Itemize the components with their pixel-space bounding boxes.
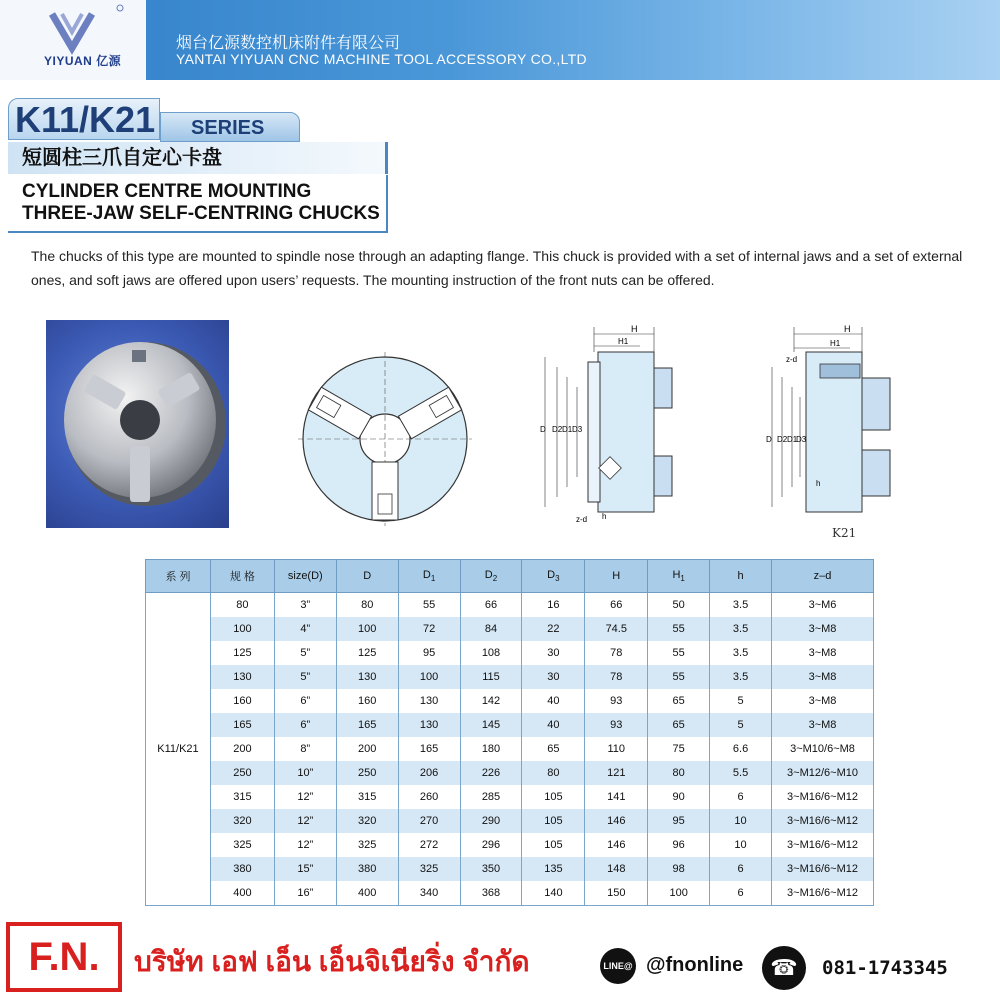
- table-cell: 5”: [274, 641, 336, 665]
- table-cell: 350: [460, 857, 522, 881]
- line-id[interactable]: @fnonline: [646, 954, 744, 976]
- table-cell: 10: [710, 833, 772, 857]
- table-cell: 65: [648, 689, 710, 713]
- table-cell: 3~M12/6~M10: [772, 761, 874, 785]
- spec-table: [145, 559, 874, 906]
- table-cell: 78: [585, 665, 648, 689]
- table-cell: 96: [648, 833, 710, 857]
- table-cell: 55: [648, 617, 710, 641]
- table-cell: 3~M16/6~M12: [772, 881, 874, 906]
- table-cell: 30: [522, 641, 585, 665]
- table-cell: 3.5: [710, 617, 772, 641]
- table-cell: 100: [398, 665, 460, 689]
- table-cell: 125: [210, 641, 274, 665]
- table-cell: 121: [585, 761, 648, 785]
- table-cell: 130: [398, 713, 460, 737]
- product-photo: [46, 320, 229, 528]
- table-cell: 296: [460, 833, 522, 857]
- table-cell: 340: [398, 881, 460, 906]
- table-cell: 80: [336, 593, 398, 618]
- table-cell: 93: [585, 713, 648, 737]
- table-cell: 130: [398, 689, 460, 713]
- col-header-zd: z–d: [772, 560, 874, 593]
- table-cell: 200: [210, 737, 274, 761]
- table-row: [146, 689, 874, 713]
- table-cell: 150: [585, 881, 648, 906]
- side-view-k11-drawing: [530, 322, 680, 527]
- company-logo: [0, 0, 146, 80]
- front-view-drawing: [298, 352, 472, 526]
- k21-dim-label-d1: D1: [787, 435, 798, 444]
- table-cell: 3~M16/6~M12: [772, 809, 874, 833]
- table-cell: 3~M8: [772, 641, 874, 665]
- table-cell: 115: [460, 665, 522, 689]
- table-cell: 368: [460, 881, 522, 906]
- table-cell: 135: [522, 857, 585, 881]
- table-cell: 22: [522, 617, 585, 641]
- table-cell: 3~M16/6~M12: [772, 857, 874, 881]
- table-cell: 74.5: [585, 617, 648, 641]
- table-cell: 260: [398, 785, 460, 809]
- table-cell: 55: [648, 641, 710, 665]
- table-cell: 100: [336, 617, 398, 641]
- col-header-d3: $D_3$: [522, 560, 585, 593]
- product-title-cn: 短圆柱三爪自定心卡盘: [8, 142, 388, 174]
- dim-label-h1: H1: [618, 337, 629, 346]
- table-cell: 206: [398, 761, 460, 785]
- table-cell: 78: [585, 641, 648, 665]
- table-cell: 272: [398, 833, 460, 857]
- table-cell: 105: [522, 809, 585, 833]
- table-cell: 250: [210, 761, 274, 785]
- table-cell: 3.5: [710, 641, 772, 665]
- col-header-d1: $D_1$: [398, 560, 460, 593]
- table-cell: 10”: [274, 761, 336, 785]
- col-header-size: size(D): [274, 560, 336, 593]
- table-cell: 3~M8: [772, 617, 874, 641]
- fn-logo: F.N.: [6, 922, 122, 992]
- company-name-en: YANTAI YIYUAN CNC MACHINE TOOL ACCESSORY CO.,LTD: [176, 51, 587, 67]
- table-cell: 3~M6: [772, 593, 874, 618]
- table-cell: 325: [336, 833, 398, 857]
- table-cell: 105: [522, 785, 585, 809]
- table-cell: 55: [398, 593, 460, 618]
- table-cell: 84: [460, 617, 522, 641]
- table-cell: 400: [210, 881, 274, 906]
- table-row: [146, 833, 874, 857]
- table-cell: 165: [336, 713, 398, 737]
- k21-dim-label-h: H: [844, 324, 851, 334]
- table-cell: 325: [398, 857, 460, 881]
- table-cell: 160: [210, 689, 274, 713]
- table-cell: 100: [648, 881, 710, 906]
- table-cell: 320: [210, 809, 274, 833]
- table-row: [146, 617, 874, 641]
- table-cell: 180: [460, 737, 522, 761]
- fn-company-name: บริษัท เอฟ เอ็น เอ็นจิเนียริ่ง จำกัด: [134, 946, 530, 977]
- col-header-spec: 规 格: [210, 560, 274, 593]
- dim-label-d2: D2: [552, 425, 563, 434]
- table-cell: 165: [398, 737, 460, 761]
- table-cell: 5: [710, 689, 772, 713]
- table-cell: 250: [336, 761, 398, 785]
- table-cell: 16: [522, 593, 585, 618]
- table-cell: 110: [585, 737, 648, 761]
- col-header-small-h: h: [710, 560, 772, 593]
- table-cell: 325: [210, 833, 274, 857]
- company-name-cn: 烟台亿源数控机床附件有限公司: [176, 35, 401, 52]
- table-cell: 90: [648, 785, 710, 809]
- table-cell: 320: [336, 809, 398, 833]
- series-label: SERIES: [160, 112, 300, 142]
- table-cell: 6: [710, 881, 772, 906]
- table-cell: 200: [336, 737, 398, 761]
- table-cell: 66: [585, 593, 648, 618]
- dim-label-d1: D1: [562, 425, 573, 434]
- table-cell: 80: [648, 761, 710, 785]
- table-cell: 125: [336, 641, 398, 665]
- table-cell: 130: [210, 665, 274, 689]
- table-cell: 12”: [274, 833, 336, 857]
- table-cell: 98: [648, 857, 710, 881]
- col-header-d2: $D_2$: [460, 560, 522, 593]
- table-cell: 145: [460, 713, 522, 737]
- table-cell: 100: [210, 617, 274, 641]
- table-row: [146, 809, 874, 833]
- table-cell: 65: [648, 713, 710, 737]
- table-cell: 141: [585, 785, 648, 809]
- table-cell: 15”: [274, 857, 336, 881]
- table-cell: 93: [585, 689, 648, 713]
- table-cell: 3~M8: [772, 689, 874, 713]
- table-row: [146, 713, 874, 737]
- table-cell: 270: [398, 809, 460, 833]
- k21-dim-label-d: D: [766, 435, 772, 444]
- table-cell: 40: [522, 713, 585, 737]
- table-cell: 75: [648, 737, 710, 761]
- table-cell: 105: [522, 833, 585, 857]
- col-header-d: D: [336, 560, 398, 593]
- side-view-k21-drawing: [750, 322, 910, 527]
- table-cell: 50: [648, 593, 710, 618]
- table-cell: 3~M10/6~M8: [772, 737, 874, 761]
- table-cell: 285: [460, 785, 522, 809]
- table-cell: 6”: [274, 713, 336, 737]
- series-code: K11/K21: [8, 98, 160, 140]
- table-cell: 3.5: [710, 593, 772, 618]
- table-cell: 72: [398, 617, 460, 641]
- col-header-series: 系 列: [146, 560, 211, 593]
- table-cell: 5: [710, 713, 772, 737]
- dim-label-h: H: [631, 324, 638, 334]
- table-cell: 66: [460, 593, 522, 618]
- logo-text: YIYUAN 亿源: [44, 54, 122, 68]
- table-cell: 16”: [274, 881, 336, 906]
- table-cell: 3~M16/6~M12: [772, 785, 874, 809]
- table-cell: 140: [522, 881, 585, 906]
- table-cell: 400: [336, 881, 398, 906]
- table-cell: 6: [710, 785, 772, 809]
- table-cell: 226: [460, 761, 522, 785]
- table-cell: 5”: [274, 665, 336, 689]
- table-cell: 160: [336, 689, 398, 713]
- k21-dim-label-h1: H1: [830, 339, 841, 348]
- table-cell: 6: [710, 857, 772, 881]
- line-icon[interactable]: LINE@: [600, 948, 636, 984]
- table-cell: 5.5: [710, 761, 772, 785]
- phone-icon[interactable]: ☎: [762, 946, 806, 990]
- table-cell: 3”: [274, 593, 336, 618]
- product-description: The chucks of this type are mounted to spindle nose through an adapting flange. This chuck is provided with a set of internal jaws and a set of external ones, and soft jaws are offered upon users’ requests. The mounting instruction of the front nuts can be offered.: [31, 248, 963, 288]
- table-cell: 95: [648, 809, 710, 833]
- k21-dim-label-d3: D3: [796, 435, 807, 444]
- table-cell: 142: [460, 689, 522, 713]
- table-cell: 12”: [274, 785, 336, 809]
- table-cell: 80: [522, 761, 585, 785]
- dim-label-d3: D3: [572, 425, 583, 434]
- dim-label-zd: z-d: [576, 515, 588, 524]
- table-cell: 65: [522, 737, 585, 761]
- table-row: [146, 641, 874, 665]
- k21-dim-label-small-h: h: [816, 479, 821, 488]
- table-cell: 290: [460, 809, 522, 833]
- table-cell: 148: [585, 857, 648, 881]
- table-cell: 146: [585, 809, 648, 833]
- table-cell: 380: [210, 857, 274, 881]
- table-row: [146, 761, 874, 785]
- table-cell: 80: [210, 593, 274, 618]
- table-cell: 146: [585, 833, 648, 857]
- table-cell: 40: [522, 689, 585, 713]
- table-cell: 108: [460, 641, 522, 665]
- table-header-row: [146, 560, 874, 593]
- table-cell: 315: [210, 785, 274, 809]
- table-cell: 315: [336, 785, 398, 809]
- phone-number[interactable]: 081-1743345: [822, 957, 948, 979]
- table-cell: 4”: [274, 617, 336, 641]
- dim-label-d: D: [540, 425, 546, 434]
- table-cell: 165: [210, 713, 274, 737]
- table-cell: 380: [336, 857, 398, 881]
- table-cell: 55: [648, 665, 710, 689]
- table-cell: 3~M8: [772, 713, 874, 737]
- product-title-en-line2: THREE-JAW SELF-CENTRING CHUCKS: [22, 203, 380, 224]
- k21-dim-label-d2: D2: [777, 435, 788, 444]
- series-cell: K11/K21: [146, 593, 211, 906]
- table-cell: 3~M8: [772, 665, 874, 689]
- table-cell: 8”: [274, 737, 336, 761]
- product-title-en-line1: CYLINDER CENTRE MOUNTING: [22, 181, 312, 202]
- k21-dim-label-zd: z-d: [786, 355, 798, 364]
- product-title-en: [8, 175, 388, 233]
- table-cell: 3.5: [710, 665, 772, 689]
- table-cell: 30: [522, 665, 585, 689]
- table-row: [146, 737, 874, 761]
- table-cell: 12”: [274, 809, 336, 833]
- table-row: [146, 785, 874, 809]
- table-cell: 3~M16/6~M12: [772, 833, 874, 857]
- col-header-h: H: [585, 560, 648, 593]
- k21-caption: K21: [832, 526, 857, 540]
- table-row: [146, 881, 874, 906]
- table-cell: 130: [336, 665, 398, 689]
- header-banner: [0, 0, 1000, 80]
- table-cell: 6”: [274, 689, 336, 713]
- table-row: [146, 857, 874, 881]
- table-row: [146, 665, 874, 689]
- table-cell: 95: [398, 641, 460, 665]
- table-cell: 10: [710, 809, 772, 833]
- table-cell: 6.6: [710, 737, 772, 761]
- col-header-h1: $H_1$: [648, 560, 710, 593]
- dim-label-small-h: h: [602, 512, 607, 521]
- chuck-photo-icon: [46, 320, 229, 528]
- table-row: [146, 593, 874, 618]
